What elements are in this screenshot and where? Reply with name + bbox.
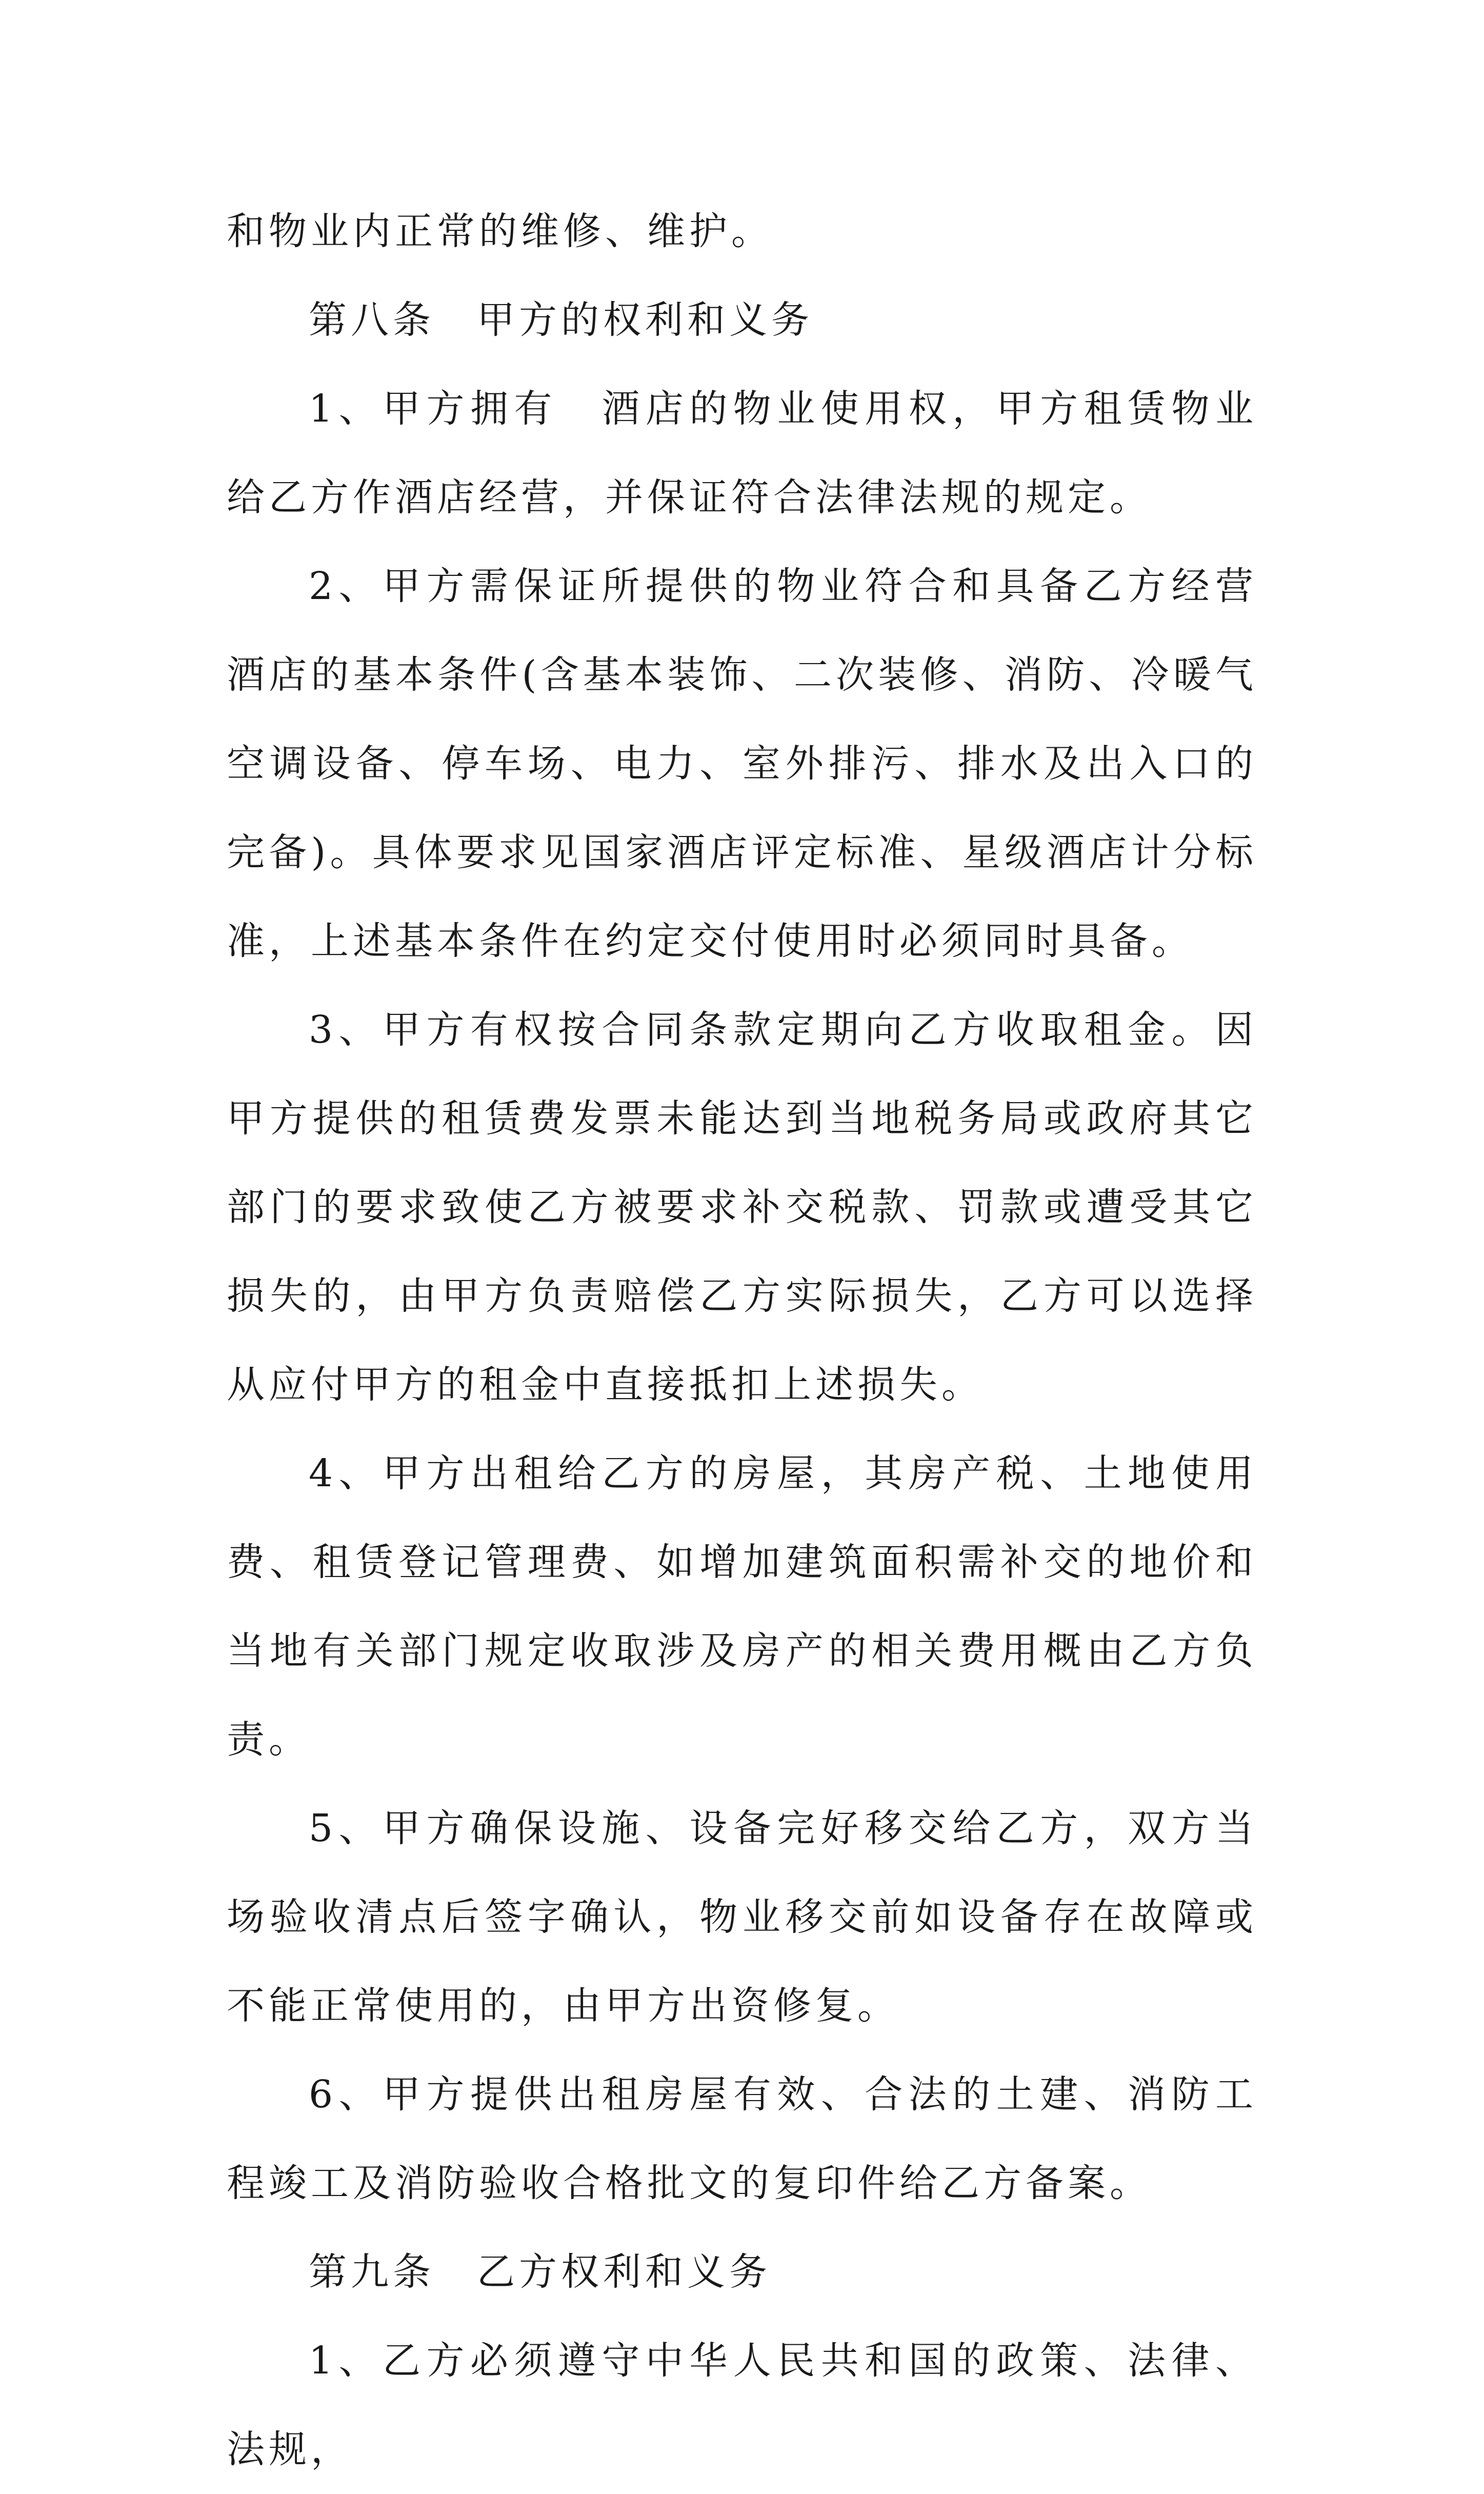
article-8-clause-2: 2、甲方需保证所提供的物业符合和具备乙方经营酒店的基本条件(含基本装饰、二次装修、消防、冷暖气空调设备、停车场、电力、室外排污、排水及出入口的完备)。具体要求见国家酒店评定标准、星级酒店计分标准，上述基本条件在约定交付使用时必须同时具备。 bbox=[227, 564, 1257, 963]
article-8-clause-4: 4、甲方出租给乙方的房屋，其房产税、土地使用费、租赁登记管理费、如增加建筑面积需补交的地价和当地有关部门规定收取涉及房产的相关费用概由乙方负责。 bbox=[227, 1451, 1257, 1762]
article-8-heading: 第八条 甲方的权利和义务 bbox=[309, 298, 813, 342]
article-9-heading: 第九条 乙方权利和义务 bbox=[309, 2250, 771, 2294]
article-9-clause-1: 1、乙方必须遵守中华人民共和国的政策、法律、法规， bbox=[227, 2339, 1257, 2471]
document-body bbox=[227, 187, 1257, 2494]
article-8-clause-6: 6、甲方提供出租房屋有效、合法的土建、消防工程竣工及消防验收合格批文的复印件给乙方备案。 bbox=[227, 2072, 1257, 2205]
article-8-clause-5: 5、甲方确保设施、设备完好移交给乙方，双方当场验收清点后签字确认，物业移交前如设备存在故障或不能正常使用的，由甲方出资修复。 bbox=[227, 1806, 1257, 2028]
article-8-clause-3: 3、甲方有权按合同条款定期向乙方收取租金。因甲方提供的租赁费发票未能达到当地税务局或政府其它部门的要求致使乙方被要求补交税款、罚款或遭受其它损失的，由甲方负责赔偿乙方实际损失，乙方可以选择从应付甲方的租金中直接抵扣上述损失。 bbox=[227, 1008, 1257, 1407]
article-8-clause-1: 1、甲方拥有 酒店的物业使用权，甲方租赁物业给乙方作酒店经营，并保证符合法律法规的规定。 bbox=[227, 387, 1257, 520]
paragraph-continuation: 和物业内正常的维修、维护。 bbox=[227, 209, 773, 253]
